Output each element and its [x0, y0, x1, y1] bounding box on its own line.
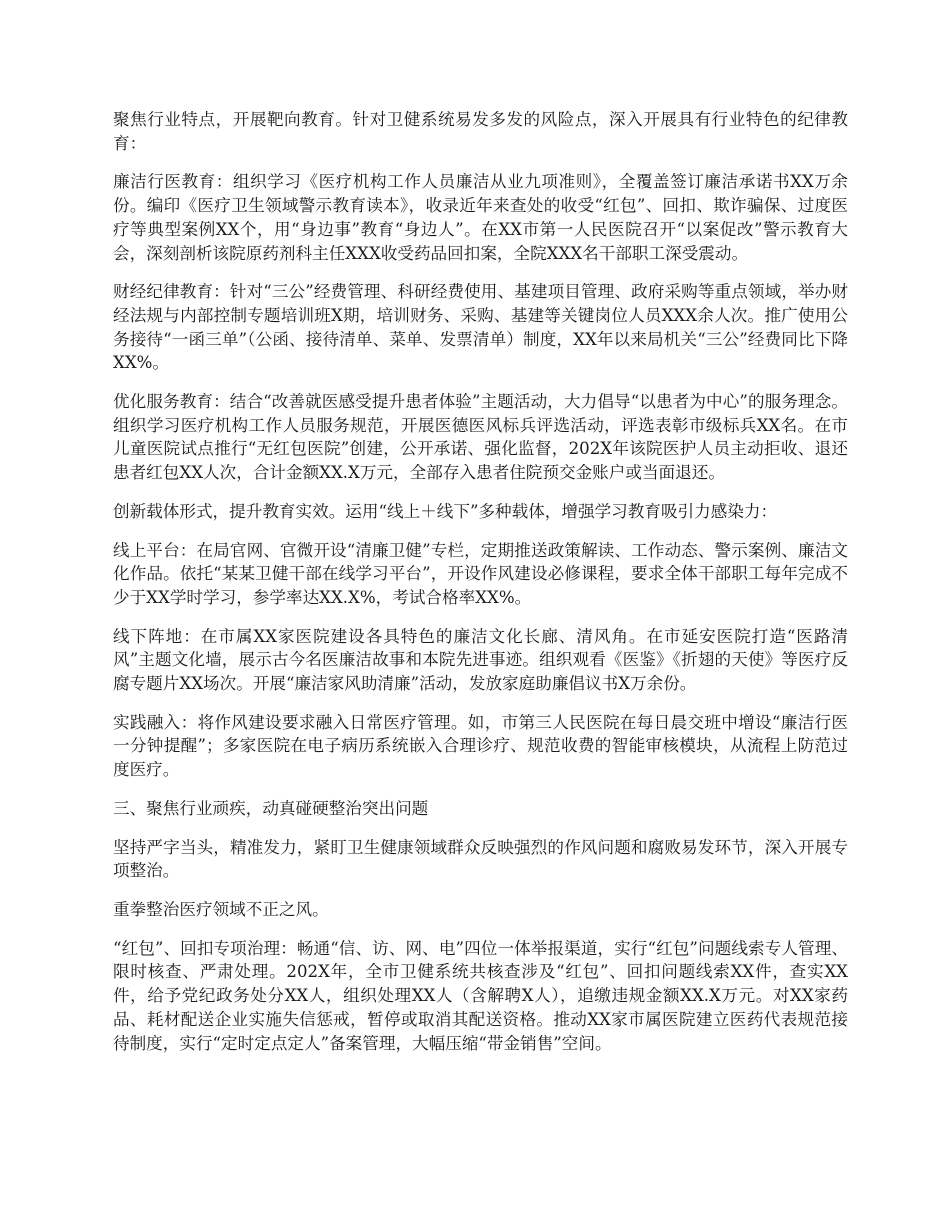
paragraph-practice-integration: 实践融入：将作风建设要求融入日常医疗管理。如，市第三人民医院在每日晨交班中增设“廉洁行医一分钟提醒”；多家医院在电子病历系统嵌入合理诊疗、规范收费的智能审核模块，从流程上防范过度医疗。	[113, 712, 848, 780]
paragraph-online-platform: 线上平台：在局官网、官微开设“清廉卫健”专栏，定期推送政策解读、工作动态、警示案例、廉洁文化作品。依托“某某卫健干部在线学习平台”，开设作风建设必修课程，要求全体干部职工每年完成不少于XX学时学习，参学率达XX.X%，考试合格率XX%。	[113, 540, 848, 607]
document-body	[113, 108, 848, 1070]
paragraph-offline-position: 线下阵地：在市属XX家医院建设各具特色的廉洁文化长廊、清风角。在市延安医院打造“医路清风”主题文化墙，展示古今名医廉洁故事和本院先进事迹。组织观看《医鉴》《折翅的天使》等医疗反腐专题片XX场次。开展“廉洁家风助清廉”活动，发放家庭助廉倡议书X万余份。	[113, 626, 848, 694]
paragraph-strict-rectification: 坚持严字当头，精准发力，紧盯卫生健康领域群众反映强烈的作风问题和腐败易发环节，深入开展专项整治。	[113, 837, 848, 881]
paragraph-service-education: 优化服务教育：结合“改善就医感受提升患者体验”主题活动，大力倡导“以患者为中心”的服务理念。组织学习医疗机构工作人员服务规范，开展医德医风标兵评选活动，评选表彰市级标兵XX名。在市儿童医院试点推行“无红包医院”创建，公开承诺、强化监督，202X年该院医护人员主动拒收、退还患者红包XX人次，合计金额XX.X万元，全部存入患者住院预交金账户或当面退还。	[113, 392, 848, 483]
paragraph-innovation-carrier: 创新载体形式，提升教育实效。运用“线上＋线下”多种载体，增强学习教育吸引力感染力：	[113, 501, 778, 521]
paragraph-education-focus: 聚焦行业特点，开展靶向教育。针对卫健系统易发多发的风险点，深入开展具有行业特色的纪律教育：	[113, 110, 848, 153]
paragraph-medical-misconduct: 重拳整治医疗领域不正之风。	[113, 899, 329, 919]
paragraph-finance-discipline: 财经纪律教育：针对“三公”经费管理、科研经费使用、基建项目管理、政府采购等重点领域，举办财经法规与内部控制专题培训班X期，培训财务、采购、基建等关键岗位人员XXX余人次。推广使用公务接待“一函三单”（公函、接待清单、菜单、发票清单）制度，XX年以来局机关“三公”经费同比下降XX%。	[113, 282, 848, 373]
paragraph-red-envelope-governance: “红包”、回扣专项治理：畅通“信、访、网、电”四位一体举报渠道，实行“红包”问题线索专人管理、限时核查、严肃处理。202X年，全市卫健系统共核查涉及“红包”、回扣问题线索XX件，查实XX件，给予党纪政务处分XX人，组织处理XX人（含解聘X人），追缴违规金额XX.X万元。对XX家药品、耗材配送企业实施失信惩戒，暂停或取消其配送资格。推动XX家市属医院建立医药代表规范接待制度，实行“定时定点定人”备案管理，大幅压缩“带金销售”空间。	[113, 938, 848, 1053]
paragraph-integrity-education: 廉洁行医教育：组织学习《医疗机构工作人员廉洁从业九项准则》，全覆盖签订廉洁承诺书XX万余份。编印《医疗卫生领域警示教育读本》，收录近年来查处的收受“红包”、回扣、欺诈骗保、过度医疗等典型案例XX个，用“身边事”教育“身边人”。在XX市第一人民医院召开“以案促改”警示教育大会，深刻剖析该院原药剂科主任XXX收受药品回扣案，全院XXX名干部职工深受震动。	[113, 172, 848, 263]
section-heading-three: 三、聚焦行业顽疾，动真碰硬整治突出问题	[113, 798, 429, 818]
